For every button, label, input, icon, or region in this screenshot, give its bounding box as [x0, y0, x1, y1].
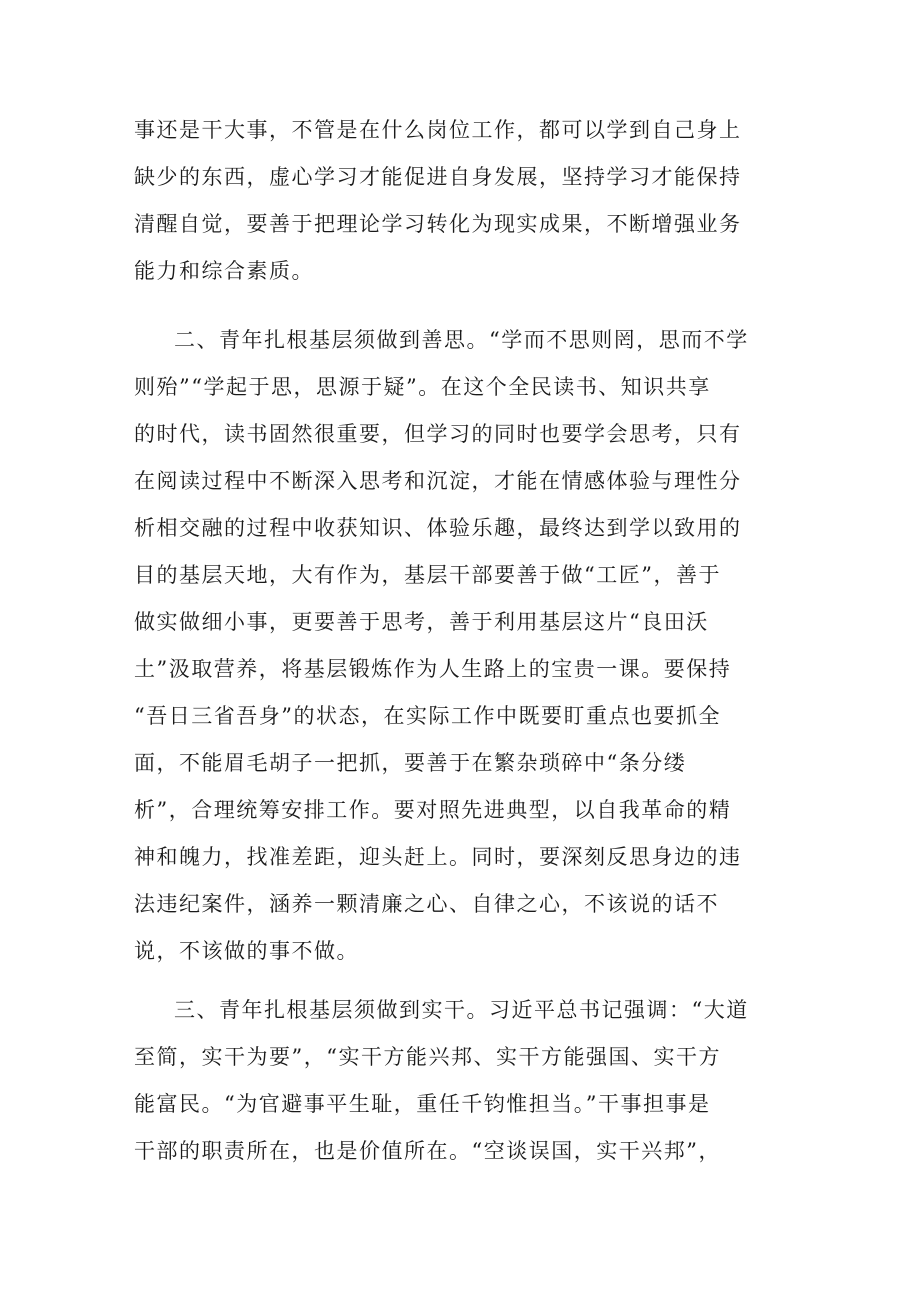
text-line: 能力和综合素质。 [134, 259, 314, 283]
text-line: 事还是干大事，不管是在什么岗位工作，都可以学到自己身上 [134, 118, 742, 142]
text-line: 土”汲取营养，将基层锻炼作为人生路上的宝贵一课。要保持 [134, 657, 732, 681]
text-line: 清醒自觉，要善于把理论学习转化为现实成果，不断增强业务 [134, 212, 742, 236]
text-line: 面，不能眉毛胡子一把抓，要善于在繁杂琐碎中“条分缕 [134, 751, 687, 775]
text-line: 在阅读过程中不断深入思考和沉淀，才能在情感体验与理性分 [134, 469, 742, 493]
text-line: 析相交融的过程中收获知识、体验乐趣，最终达到学以致用的 [134, 516, 742, 540]
text-line: “吾日三省吾身”的状态，在实际工作中既要盯重点也要抓全 [134, 704, 721, 728]
text-line: 则殆”“学起于思，思源于疑”。在这个全民读书、知识共享 [134, 375, 711, 399]
text-line: 干部的职责所在，也是价值所在。“空谈误国，实干兴邦”， [134, 1139, 721, 1163]
text-line: 说，不该做的事不做。 [134, 939, 359, 963]
text-line: 二、青年扎根基层须做到善思。“学而不思则罔，思而不学 [174, 328, 749, 352]
text-line: 至简，实干为要”，“实干方能兴邦、实干方能强国、实干方 [134, 1045, 721, 1069]
text-line: 法违纪案件，涵养一颗清廉之心、自律之心，不该说的话不 [134, 892, 719, 916]
text-line: 做实做细小事，更要善于思考，善于利用基层这片“良田沃 [134, 610, 709, 634]
text-line: 能富民。“为官避事平生耻，重任千钧惟担当。”干事担事是 [134, 1092, 711, 1116]
text-line: 的时代，读书固然很重要，但学习的同时也要学会思考，只有 [134, 422, 742, 446]
text-line: 析”，合理统筹安排工作。要对照先进典型，以自我革命的精 [134, 798, 732, 822]
text-line: 神和魄力，找准差距，迎头赶上。同时，要深刻反思身边的违 [134, 845, 742, 869]
text-line: 目的基层天地，大有作为，基层干部要善于做“工匠”，善于 [134, 563, 721, 587]
text-line: 缺少的东西，虚心学习才能促进自身发展，坚持学习才能保持 [134, 165, 742, 189]
text-line: 三、青年扎根基层须做到实干。习近平总书记强调：“大道 [174, 998, 749, 1022]
